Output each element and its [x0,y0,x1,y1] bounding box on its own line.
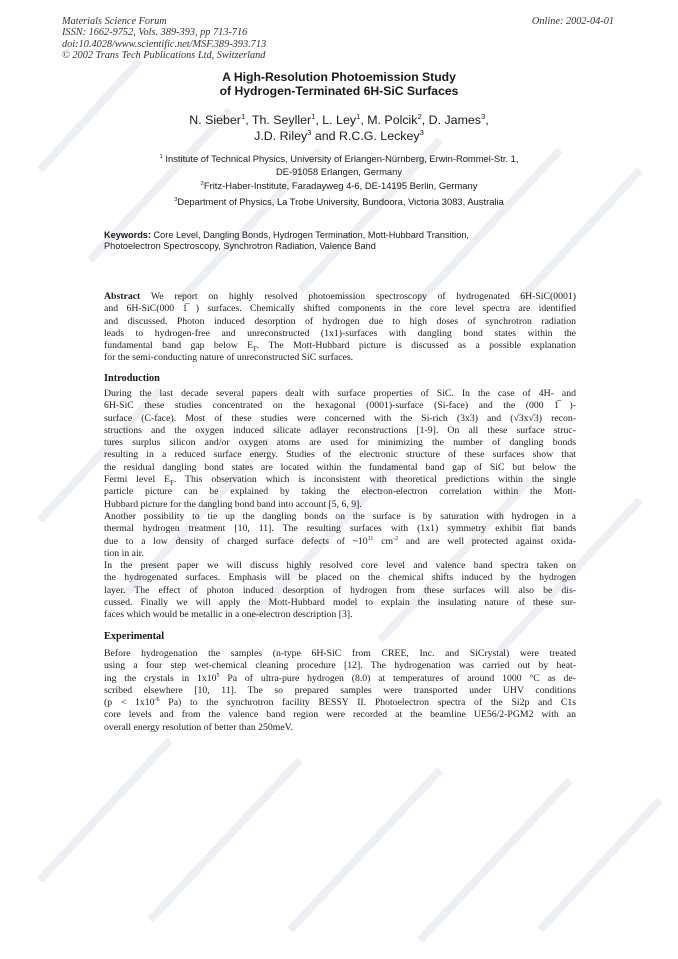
online-date: Online: 2002-04-01 [531,16,614,27]
author-6: J.D. Riley [254,129,308,143]
experimental-text: Before hydrogenation the samples (n-type 6H-SiC from CREE, Inc. and SiCrystal) were treated using a four step wet-chemical cleaning procedure [12]. The hydrogenation was carried out by heat- ing the crystals in $1x10^5$ Pa of ultra-pure hydrogen (8.0) at temperatures of around 1000 °C as de- scribed elsewhere [10, 11]. The so prepared samples were transported under UHV conditions ($p < 1x10^{-6}$ Pa) to the synchrotron facility BESSY II. Photoelectron spectra of the Si2p and C1s core levels and from the valence band region were recorded at the beamline UE56/2-PGM2 with an overall energy resolution of better than 250meV. [104,648,576,733]
keywords-label: Keywords: [104,230,151,240]
author-3: L. Ley [322,113,357,127]
author-4: M. Polcik [367,113,418,127]
abstract-label: Abstract [104,291,141,302]
introduction-heading: Introduction [104,373,160,384]
title-line-2: of Hydrogen-Terminated 6H-SiC Surfaces [219,84,459,98]
paper-title [120,70,558,98]
author-5: D. James [428,113,481,127]
author-2: Th. Seyller [251,113,312,127]
author-7: R.C.G. Leckey [339,129,420,143]
author-1: N. Sieber [189,113,241,127]
introduction-text: During the last decade several papers dealt with surface properties of SiC. In the case of 4H- and 6H-SiC these studies concentrated on the hexagonal (0001)-surface (Si-face) and the (000 1̅ )- surface (C-face). Most of these studies were concerned with the Si-rich (3x3) and (√3x√3) recon- structions and the oxygen induced silicate adlayer reconstructions [1-9]. On all these surface struc- tures surplus silicon and/or oxygen atoms are used for minimizing the number of dangling bonds resulting in a reduced surface energy. Studies of the electronic structure of these surfaces show that the residual dangling bond states are located within the fundamental band gap of SiC but below the Fermi level $E_F$. This observation which is inconsistent with theoretical predictions within the single particle picture can be explained by taking the electron-electron correlation within the Mott- Hubbard picture for the dangling bond band into account [5, 6, 9]. Another possibility to tie up the dangling bonds on the surface is by saturation with hydrogen in a thermal hydrogen treatment [10, 11]. The resulting surfaces with (1x1) symmetry exhibit flat bands due to a low density of charged surface defects of $\sim 10^{11}$ $cm^{-2}$ and are well protected against oxida- tion in air. In the present paper we will discuss highly resolved core level and valence band spectra taken on the hydrogenated surfaces. Emphasis will be placed on the chemical shifts induced by the hydrogen layer. The effect of photon induced desorption of hydrogen from these surfaces will also be dis- cussed. Finally we will apply the Mott-Hubbard model to explain the insulating nature of these sur- faces which would be metallic in a one-electron description [3]. [104,388,576,621]
abstract: Abstract We report on highly resolved photoemission spectroscopy of hydrogenated 6H-SiC(0001) and 6H-SiC(000 1̅ ) surfaces. Chemically shifted components in the core level spectra are identified and discussed. Photon induced desorption of hydrogen due to high doses of synchrotron radiation leads to hydrogen-free and unreconstructed (1x1)-surfaces with dangling bond states within the fundamental band gap below $E_F$. The Mott-Hubbard picture is discussed as a possible explanation for the semi-conducting nature of unreconstructed SiC surfaces. [104,291,577,364]
keywords: Keywords: Core Level, Dangling Bonds, Hydrogen Termination, Mott-Hubbard Transition, Photoelectron Spectroscopy, Synchrotron Radiation, Valence Band [104,230,469,252]
journal-header [62,16,266,62]
journal-name: Materials Science Forum [62,16,167,27]
experimental-heading: Experimental [104,631,165,642]
author-line-1: N. Sieber$^1$, Th. Seyller$^1$, L. Ley$^1$, M. Polcik$^2$, D. James$^3$, [189,111,489,127]
issn-line: ISSN: 1662-9752, Vols. 389-393, pp 713-716 [62,27,248,39]
affiliation-1: $^1$ Institute of Technical Physics, University of Erlangen-Nürnberg, Erwin-Rommel-Str. 1, DE-91058 Erlangen, Germany [159,153,519,177]
author-line-2: J.D. Riley$^3$ and R.C.G. Leckey$^3$ [254,127,424,143]
copyright-line: © 2002 Trans Tech Publications Ltd, Switzerland [62,50,266,62]
author-1-sup: 1 [240,111,246,121]
author-list [110,112,568,144]
affiliation-2: $^2$Fritz-Haber-Institute, Faradayweg 4-6, DE-14195 Berlin, Germany [200,180,478,191]
affiliation-3: $^3$Department of Physics, La Trobe University, Bundoora, Victoria 3083, Australia [174,196,504,207]
doi-line: doi:10.4028/www.scientific.net/MSF.389-393.713 [62,38,267,50]
title-line-1: A High-Resolution Photoemission Study [222,70,456,84]
